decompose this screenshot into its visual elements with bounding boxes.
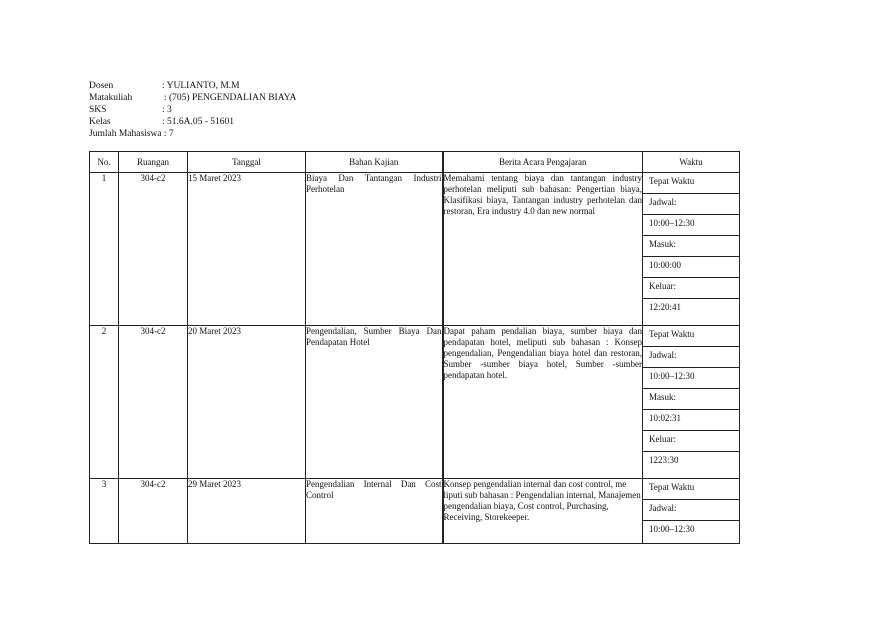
cell-time (643, 326, 740, 479)
table-row (90, 479, 740, 544)
cell-room: 304-c2 (119, 326, 188, 479)
cell-no: 2 (90, 326, 119, 479)
class-label: Kelas (89, 117, 111, 127)
col-header-no: No. (90, 152, 119, 173)
cell-minutes: Dapat paham pendalian biaya, sumber biaya dan pendapatan hotel, meliputi sub bahasan : Konsep pengendalian, Pengendalian biaya hotel dan restoran, Sumber -sumber biaya hotel, Sumber -sumber pendapatan hotel. (443, 326, 643, 479)
course-value: : (705) PENGENDALIAN BIAYA (164, 93, 297, 103)
cell-material: Pengendalian Internal Dan Cost Control (306, 479, 443, 544)
time-out-value: 12:20:41 (649, 302, 682, 312)
time-out-value: 1223:30 (649, 455, 679, 465)
time-in-label: Masuk: (643, 389, 739, 410)
time-in-label: Masuk: (643, 236, 739, 257)
course-info (89, 80, 296, 140)
cell-minutes: Konsep pengendalian internal dan cost control, me liputi sub bahasan : Pengendalian internal, Manajemen pengendalian biaya, Cost control, Purchasing, Receiving, Storekeeper. (443, 479, 643, 544)
lecturer-row (89, 80, 296, 92)
cell-material: Biaya Dan Tantangan Industri Perhotelan (306, 173, 443, 326)
col-header-date: Tanggal (188, 152, 306, 173)
credits-row (89, 104, 296, 116)
cell-minutes: Memahami tentang biaya dan tantangan industry perhotelan meliputi sub bahasan: Pengertian biaya, Klasifikasi biaya, Tantangan industry perhotelan dan restoran, Era industry 4.0 dan new normal (443, 173, 643, 326)
class-value: : 51.6A.05 - 51601 (162, 117, 235, 127)
course-label: Matakuliah (89, 93, 133, 103)
time-schedule-value: 10:00–12:30 (649, 524, 695, 534)
cell-room: 304-c2 (119, 479, 188, 544)
time-schedule-value: 10:00–12:30 (643, 215, 739, 236)
time-schedule-value: 10:00–12:30 (643, 368, 739, 389)
cell-date: 15 Maret 2023 (188, 173, 306, 326)
credits-value: : 3 (162, 105, 172, 115)
lecturer-value: : YULIANTO, M.M (162, 81, 240, 91)
class-row (89, 116, 296, 128)
credits-label: SKS (89, 105, 107, 115)
cell-date: 20 Maret 2023 (188, 326, 306, 479)
col-header-minutes: Berita Acara Pengajaran (443, 152, 643, 173)
course-row (89, 92, 296, 104)
cell-time (643, 173, 740, 326)
time-out-label: Keluar: (643, 278, 739, 299)
teaching-log-table (89, 151, 740, 544)
time-status: Tepat Waktu (643, 479, 739, 500)
time-in-value: 10:02:31 (643, 410, 739, 431)
time-in-value: 10:00:00 (643, 257, 739, 278)
col-header-room: Ruangan (119, 152, 188, 173)
table-header-row (90, 152, 740, 173)
cell-no: 1 (90, 173, 119, 326)
cell-time (643, 479, 740, 544)
time-schedule-label: Jadwal: (643, 500, 739, 521)
cell-date: 29 Maret 2023 (188, 479, 306, 544)
student-count-row (89, 128, 296, 140)
cell-no: 3 (90, 479, 119, 544)
table-row (90, 326, 740, 479)
student-count: Jumlah Mahasiswa : 7 (89, 129, 174, 139)
time-status: Tepat Waktu (643, 173, 739, 194)
col-header-material: Bahan Kajian (306, 152, 443, 173)
table-row (90, 173, 740, 326)
time-schedule-label: Jadwal: (643, 347, 739, 368)
time-schedule-label: Jadwal: (643, 194, 739, 215)
time-out-label: Keluar: (643, 431, 739, 452)
cell-room: 304-c2 (119, 173, 188, 326)
lecturer-label: Dosen (89, 81, 114, 91)
cell-material: Pengendalian, Sumber Biaya Dan Pendapatan Hotel (306, 326, 443, 479)
time-status: Tepat Waktu (643, 326, 739, 347)
col-header-time: Waktu (643, 152, 740, 173)
